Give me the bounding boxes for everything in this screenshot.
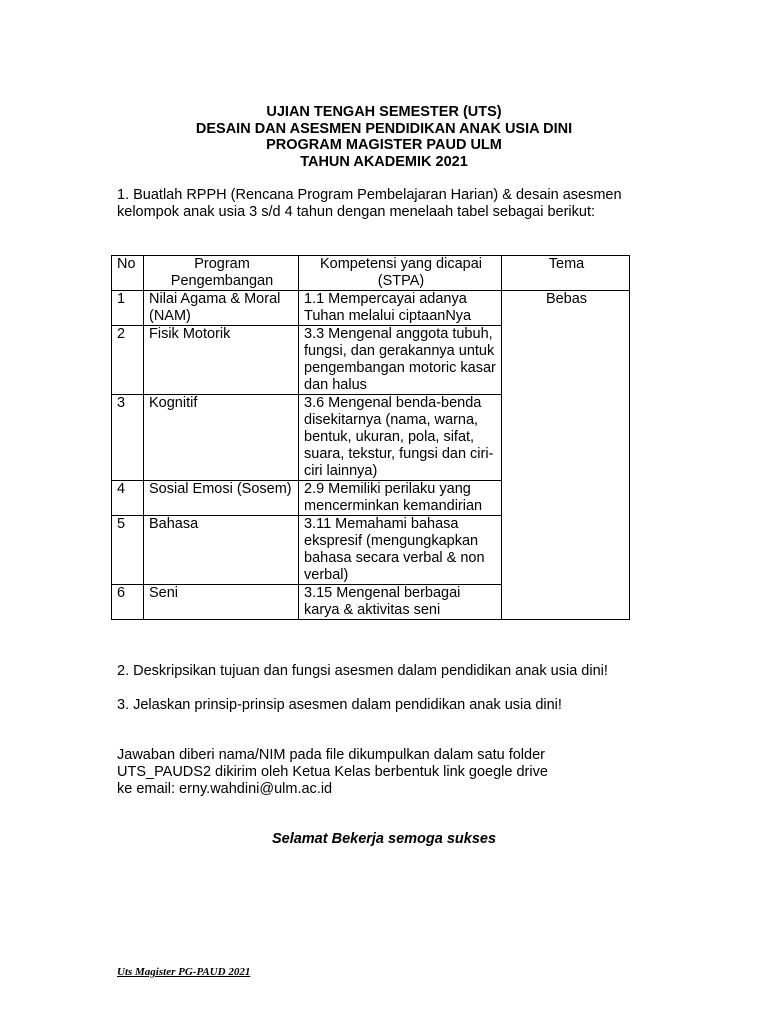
cell-kompetensi: 3.3 Mengenal anggota tubuh, fungsi, dan gerakannya untuk pengembangan motoric kasar dan halus — [299, 326, 502, 395]
cell-no: 1 — [112, 291, 144, 326]
instruction-line: UTS_PAUDS2 dikirim oleh Ketua Kelas berbentuk link goegle drive — [117, 764, 548, 780]
question-3: 3. Jelaskan prinsip-prinsip asesmen dalam pendidikan anak usia dini! — [117, 697, 562, 713]
cell-no: 6 — [112, 585, 144, 620]
cell-kompetensi: 3.15 Mengenal berbagai karya & aktivitas seni — [299, 585, 502, 620]
header-program: Program Pengembangan — [144, 256, 299, 291]
table-row — [112, 291, 630, 326]
competency-table — [111, 255, 630, 620]
cell-kompetensi: 2.9 Memiliki perilaku yang mencerminkan kemandirian — [299, 481, 502, 516]
cell-kompetensi: 3.11 Memahami bahasa ekspresif (mengungkapkan bahasa secara verbal & non verbal) — [299, 516, 502, 585]
question-2: 2. Deskripsikan tujuan dan fungsi asesmen dalam pendidikan anak usia dini! — [117, 663, 608, 679]
submission-instructions — [117, 747, 657, 798]
cell-no: 2 — [112, 326, 144, 395]
table-header-row — [112, 256, 630, 291]
title-line: UJIAN TENGAH SEMESTER (UTS) — [266, 104, 502, 120]
cell-program: Kognitif — [144, 395, 299, 481]
instruction-line: Jawaban diberi nama/NIM pada file dikumpulkan dalam satu folder — [117, 747, 545, 763]
question-1: 1. Buatlah RPPH (Rencana Program Pembelajaran Harian) & desain asesmen kelompok anak usia 3 s/d 4 tahun dengan menelaah tabel sebagai berikut: — [117, 187, 622, 220]
title-line: TAHUN AKADEMIK 2021 — [300, 153, 468, 170]
cell-program: Fisik Motorik — [144, 326, 299, 395]
document-title — [0, 104, 768, 170]
title-line: DESAIN DAN ASESMEN PENDIDIKAN ANAK USIA DINI — [195, 120, 573, 137]
cell-tema: Bebas — [502, 291, 630, 620]
header-no: No — [112, 256, 144, 291]
page-footer: Uts Magister PG-PAUD 2021 — [117, 966, 251, 978]
cell-no: 5 — [112, 516, 144, 585]
cell-kompetensi: 3.6 Mengenal benda-benda disekitarnya (nama, warna, bentuk, ukuran, pola, sifat, suara, tekstur, fungsi dan ciri-ciri lainnya) — [299, 395, 502, 481]
cell-no: 3 — [112, 395, 144, 481]
cell-program: Nilai Agama & Moral (NAM) — [144, 291, 299, 326]
title-line: PROGRAM MAGISTER PAUD ULM — [266, 137, 502, 153]
cell-program: Sosial Emosi (Sosem) — [144, 481, 299, 516]
header-tema: Tema — [502, 256, 630, 291]
cell-no: 4 — [112, 481, 144, 516]
cell-kompetensi: 1.1 Mempercayai adanya Tuhan melalui ciptaanNya — [299, 291, 502, 326]
instruction-line: ke email: erny.wahdini@ulm.ac.id — [117, 781, 333, 797]
cell-program: Bahasa — [144, 516, 299, 585]
cell-program: Seni — [144, 585, 299, 620]
closing-message: Selamat Bekerja semoga sukses — [271, 831, 497, 847]
header-kompetensi: Kompetensi yang dicapai (STPA) — [299, 256, 502, 291]
